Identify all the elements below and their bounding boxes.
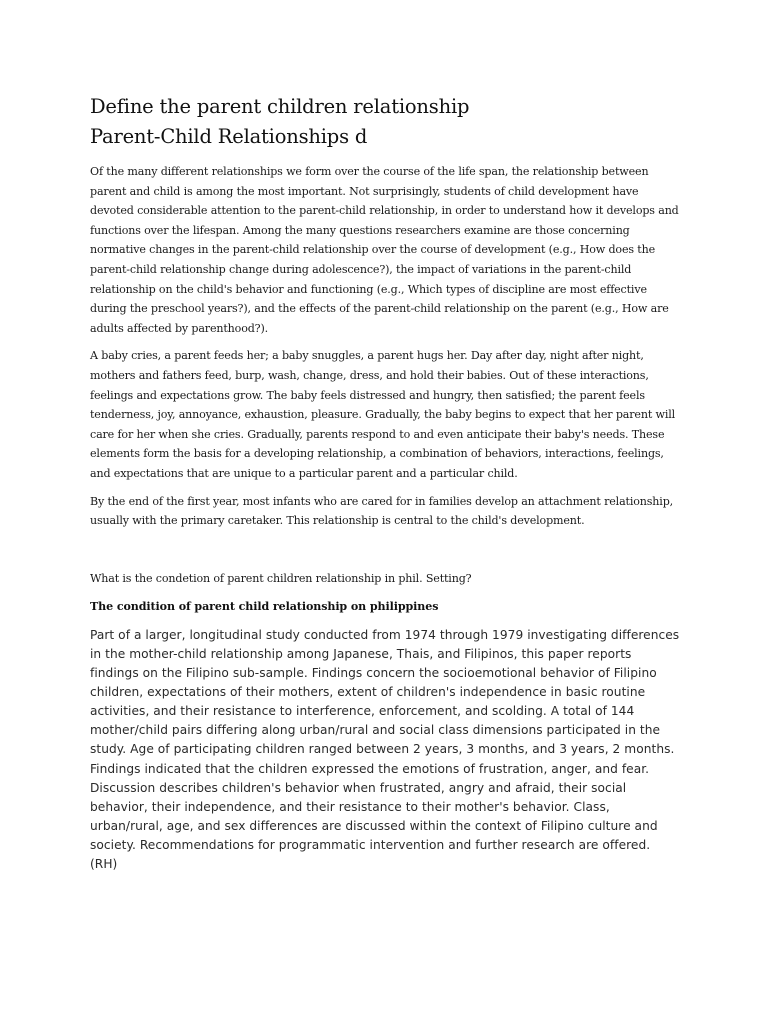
section-spacer — [90, 539, 680, 569]
document-subtitle: Parent-Child Relationships d — [90, 125, 368, 148]
paragraph-baby-cries: A baby cries, a parent feeds her; a baby snuggles, a parent hugs her. Day after day, night after night, mothers and fathers feed, burp, wash, change, dress, and hold their babies. Out of these interactions, feelings and expectations grow. The baby feels distressed and hungry, then satisfied; the parent feels tenderness, joy, annoyance, exhaustion, pleasure. Gradually, the baby begins to expect that her parent will care for her when she cries. Gradually, parents respond to and even anticipate their baby's needs. These elements form the basis for a developing relationship, a combination of behaviors, interactions, feelings, and expectations that are unique to a particular parent and a particular child. — [90, 349, 676, 480]
section-heading: The condition of parent child relationship on philippines — [90, 600, 439, 614]
paragraph-intro: Of the many different relationships we form over the course of the life span, the relationship between parent and child is among the most important. Not surprisingly, students of child development have devoted considerable attention to the parent-child relationship, in order to understand how it develops and functions over the lifespan. Among the many questions researchers examine are those concerning normative changes in the parent-child relationship over the course of development (e.g., How does the parent-child relationship change during adolescence?), the impact of variations in the parent-child relationship on the child's behavior and functioning (e.g., Which types of discipline are most effective during the preschool years?), and the effects of the parent-child relationship on the parent (e.g., How are adults affected by parenthood?). — [90, 165, 679, 335]
document-title: Define the parent children relationship — [90, 95, 470, 118]
abstract-paragraph: Part of a larger, longitudinal study conducted from 1974 through 1979 investigating differences in the mother-child relationship among Japanese, Thais, and Filipinos, this paper reports findings on the Filipino sub-sample. Findings concern the socioemotional behavior of Filipino children, expectations of their mothers, extent of children's independence in basic routine activities, and their resistance to interference, enforcement, and scolding. A total of 144 mother/child pairs differing along urban/rural and social class dimensions participated in the study. Age of participating children ranged between 2 years, 3 months, and 3 years, 2 months. Findings indicated that the children expressed the emotions of frustration, anger, and fear. Discussion describes children's behavior when frustrated, angry and afraid, their social behavior, their independence, and their resistance to their mother's behavior. Class, urban/rural, age, and sex differences are discussed within the context of Filipino culture and society. Recommendations for programmatic intervention and further research are offered. (RH) — [90, 627, 680, 871]
paragraph-attachment: By the end of the first year, most infants who are cared for in families develop an attachment relationship, usually with the primary caretaker. This relationship is central to the child's development. — [90, 494, 674, 528]
title-block — [90, 92, 680, 152]
document-page — [90, 92, 680, 874]
question-text: What is the condetion of parent children relationship in phil. Setting? — [90, 571, 472, 585]
